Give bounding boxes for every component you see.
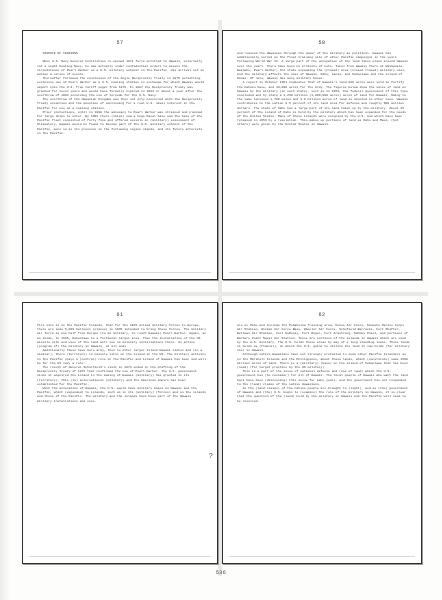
horizontal-gutter <box>14 292 428 296</box>
page-body-text: DISPUTE OF TENSIONS When U.S. Navy General hostilities re-opened 1971 force entitled to Hawaii, externally not a sight beating Navy, he was actually under confidential orders to assess the circumstance of Pearl Harbor as a U.S. military outpost in the Pacific. His arrival set in motion a series of events. Thereafter followed the conclusion of the Anglo Reciprocity Treaty in 1875 permitting exclusive use of Pearl Harbor as a U.S. coaling station in exchange for which Hawaii would import into the U.S. free tariff sugar from 1875. In 1887 the Reciprocity Treaty was granted for seven years and would have formally expired in 1894 or about a year after the overthrow of 1893 involving the use of torpedo for the U.S. Navy. The overthrow of the Hawaiian Kingdom was then not only concerned with the Reciprocity Treaty exception and the question of continuing for a real U.S. naval interest in the Pacific for use as a coaling station. Prior protections, until in 1898 the advocacy to Pearl Harbor was strained and planned for large ships to enter. By 1901 there (ships) now a huge Naval base and the base of the Pacific fleet consisted of forty five and offered vessels in (military) assessment of. Ultimately, Hawaii would be found to become part of the U.S. military outpost of the Pacific, more so as its presence in the following region stands, and its future interests in the Pacific. <box>37 51 205 135</box>
page-number: 61 <box>116 312 124 318</box>
sheet-folio-number: 536 <box>215 570 227 576</box>
page-body-text: and removed the Hawaiian through the power of the military as political. Hawaii has additionally served as the final training site of other Pacific campaigns in the years following World War II. A large part of the occupation of the land takes place around Hawaii over the years. There have been no protests of note. Taken from Hawaii there at Waimanalo, Waipahu, Pearl Harbor, the state expanding the (closed) area (closed closed) military uses, and the military affects the uses of Hawaii, Oahu, Lanai, and Kahoolawe and the island of Kauai. Of note, Hawaii has many military bases. A report in October 1961 indicates that of Hawaii's land 820 acres were sold to fortify the Kahuku base, and 43,000 acres for the Army. The figures below show the sales of land on Hawaii by the military (in each state), such as in 1953, the federal government of this type concluded and by state a 1,230 million (1,000,000 acres) acres of land for Hawaii. Owing to the same tensions 1,700 miles and 1.8 million acres of land is devoted to other uses. Hawaii contributes to the nation 9.5 percent of its land area for defense and roughly $00 million dollars. The state of Oahu has a large part of its land taken up by the military. About 25 percent of the island of Oahu is held by the military which has been expanded for the needs of the United States. Many of those islands were occupied by the U.S. and which have been released in 1953 by a resolution. This makes up portions of land as Oahu and Maui, (but others) were given by the United States in Hawaii. <box>237 51 408 127</box>
page-number: 58 <box>318 40 326 46</box>
page-number: 62 <box>318 312 326 318</box>
document-page-bottom-left <box>22 302 218 564</box>
sheet-edge-shadow <box>0 0 10 600</box>
page-bottom-rule <box>229 272 415 273</box>
page-bottom-rule <box>29 556 211 557</box>
handwritten-margin-mark: ? <box>208 453 213 461</box>
page-number: 57 <box>116 40 124 46</box>
page-bottom-rule <box>29 272 211 273</box>
document-page-top-right <box>222 30 422 280</box>
page-bottom-rule <box>229 556 415 557</box>
document-page-bottom-right <box>222 302 422 564</box>
document-page-top-left <box>22 30 218 280</box>
page-body-text: fire site is in the Pacific Islands, that for the 1945 allied military forces to Europe, there are some 5,000 balloons (planes) in 1945 intended to bring these forces. The military air force is one half from Europe (to be military, to reach Hawaii) Pearl Harbor. Again, as an aside, in 1966, Kahoolawe is a fictional target area. Then the installation of the US missile site and uses of the land will see no military installations there. An active (program of) the military in Hawaii, at all ends. Additionally these have more army, then so other larger Island Hawaii states and (in a similar), there (territory) to missile sites on the island in the US. The military activity in the Pacific plays a (central) role in the Pacific and island of Hawaii has been and will be for the US navy a role. The result of General Scholfield's visit in 1873 ended in the drafting of the Reciprocity Treaty of 1875 that confirmed the use of Pearl Harbor. The U.S. government since it acquired the island in the making of Hawaii (military) has granted in its (territory). This (is) international (military) and the American empire has been established for the Pacific. With the annexation of Hawaii, the U.S. would have military bases on Hawaii and the Pacific, which (expanded) to islands, such as in its (military) (forces) and on the islands and those of the Pacific. The military and the islands have been part of the Hawaii military installations and uses. <box>37 323 206 403</box>
page-body-text: are on Oahu and include the Pohakuloa Training area, Kokee Air Force, Kaneohe Marine Corps Air Station, Hickam Air Force Base, Wheeler Air Force, Schofield Barracks, Fort Shafter, Bellows Air Station, Fort DeRussy, Fort Ruger, Fort Armstrong, Kahuku Point, and portions of Barbers Point Naval Air Station. These are portions of the islands in Hawaii which are used by the U.S. military. The U.S. holds these areas by way of a long standing lease. These lands it holds as (federal), on which the U.S. gains to utilize the land it now holds (for military use) in Hawaii. Although native Hawaiians have not strongly protested in some other Pacific Islanders as in the Marshall Islands and the Philippines, about these lands, which (constitute) some 1500 million acres of land. There is a (military) (base) on the island of Kahoolawe that has been (used) (for target practice by the US military). This is a part of the issue of national defense and (use of land) which the U.S. government has (to consider) for all of Hawaii. The local people of Hawaii who want the land back have been (discussing) this issue for many years, and the government has not responded to the (land) claims of the native Hawaiians. As the (land claims) of the native people are brought to (light), and as (the) government of Hawaii and (the) U.S. begin to (examine) the role of the military in Hawaii, it is clear that the question of the (land) held by the military in Hawaii and the Pacific will need to be resolved. <box>237 323 410 403</box>
